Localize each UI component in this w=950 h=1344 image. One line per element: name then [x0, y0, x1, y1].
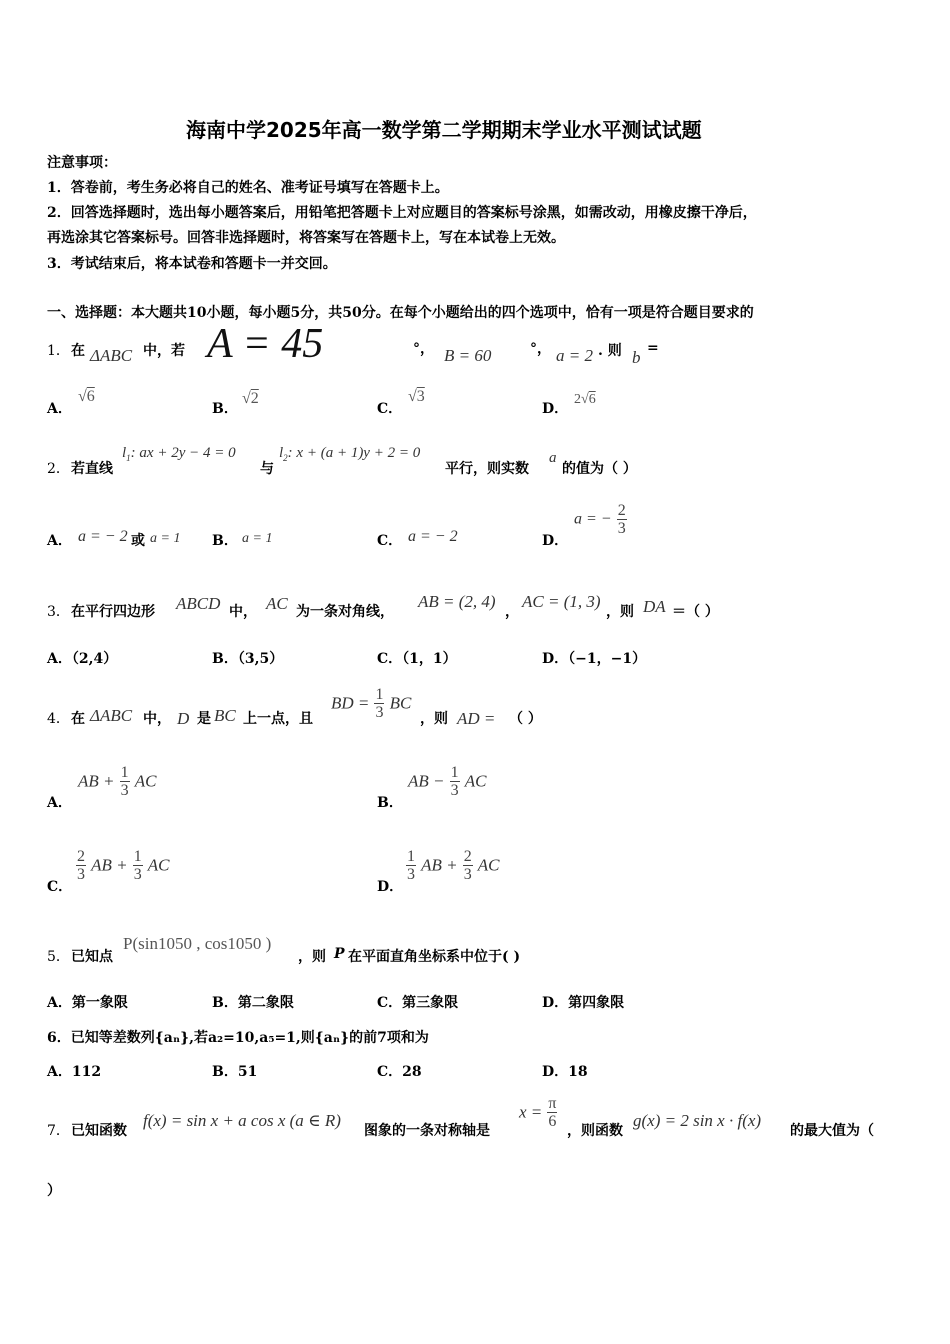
question-number: 7．: [47, 1123, 70, 1139]
notice-heading: 注意事项：: [47, 155, 117, 171]
question-text: =: [647, 340, 659, 356]
math-vector-ab: AB = (2, 4): [418, 592, 496, 611]
symbol: l: [122, 445, 127, 461]
option-b-value: a = 1: [242, 531, 273, 546]
numerator: 1: [375, 686, 384, 703]
notice-item: 3．考试结束后，将本试卷和答题卡一并交回。: [47, 256, 337, 272]
fraction: [133, 848, 143, 883]
fraction: [406, 848, 416, 883]
question-text: ，则函数: [567, 1123, 623, 1139]
math-function-f: f(x) = sin x + a cos x (a ∈ R): [143, 1111, 341, 1130]
option-label-b: B．: [377, 795, 403, 811]
notice-item: 1．答卷前，考生务必将自己的姓名、准考证号填写在答题卡上。: [47, 180, 449, 196]
numerator: 1: [450, 764, 459, 781]
question-number: 1．: [47, 343, 70, 359]
question-text: ）: [47, 1183, 61, 1199]
question-text: °，: [530, 341, 551, 357]
option-label-d: D．: [377, 879, 404, 895]
math-angle-a: A = 45: [207, 321, 324, 367]
fraction: [450, 764, 460, 799]
option-a-value: [78, 764, 156, 799]
option-c-value: a = − 2: [408, 528, 458, 545]
option-label-c: C．: [47, 879, 73, 895]
option-a: A．（2,4）: [47, 651, 118, 667]
fraction: [617, 502, 627, 537]
denominator: 6: [548, 1113, 557, 1130]
prefix: a = −: [574, 510, 612, 528]
question-text: 在平行四边形: [71, 604, 155, 620]
suffix: BC: [389, 693, 412, 713]
denominator: 3: [120, 782, 129, 799]
math-triangle: ΔABC: [90, 346, 133, 365]
math-vector-ac: AC = (1, 3): [522, 592, 601, 611]
notice-item: 再选涂其它答案标号。回答非选择题时，将答案写在答题卡上，写在本试卷上无效。: [47, 230, 565, 246]
question-text: 上一点，且: [243, 711, 313, 727]
question-text: 中，若: [143, 343, 185, 359]
option-label-b: B．: [212, 401, 238, 417]
denominator: 3: [77, 866, 85, 883]
middle: AB +: [91, 855, 128, 875]
denominator: 3: [617, 520, 626, 537]
middle: AB +: [421, 855, 458, 875]
denominator: 3: [133, 866, 142, 883]
option-label-d: D．: [542, 401, 569, 417]
option-b-value: [408, 764, 486, 799]
fraction: [547, 1095, 557, 1130]
question-text: 6．已知等差数列{aₙ},若a₂=10,a₅=1,则{aₙ}的前7项和为: [47, 1030, 429, 1046]
math-vector-ad: AD =: [457, 709, 496, 728]
question-text: 图象的一条对称轴是: [364, 1123, 490, 1139]
option-b: B．51: [212, 1064, 258, 1080]
question-text: ，则: [298, 949, 326, 965]
fraction: [120, 764, 130, 799]
numerator: 2: [463, 848, 472, 865]
question-text: 已知函数: [71, 1123, 127, 1139]
option-d: D．18: [542, 1064, 588, 1080]
option-label-a: A．: [47, 795, 72, 811]
question-text: 为一条对角线，: [296, 604, 394, 620]
radicand: 3: [416, 388, 425, 405]
math-line-l2: [279, 445, 420, 463]
math-segment: BC: [214, 706, 236, 725]
math-segment: AC: [266, 594, 288, 613]
option-b: B．第二象限: [212, 995, 294, 1011]
radicand: 6: [86, 388, 95, 405]
option-label-c: C．: [377, 533, 403, 549]
option-d-value: 2√6: [574, 392, 596, 407]
fraction: [463, 848, 473, 883]
numerator: 1: [120, 764, 129, 781]
math-parallelogram: ABCD: [176, 594, 221, 613]
question-text: 的值为（ ）: [562, 461, 637, 477]
math-vector-da: DA: [643, 597, 666, 616]
question-text: 在平面直角坐标系中位于( ): [348, 949, 521, 965]
page-title: 海南中学2025年高一数学第二学期期末学业水平测试试题: [186, 118, 702, 142]
option-label-b: B．: [212, 533, 238, 549]
question-text: 在: [71, 711, 85, 727]
question-text: 已知点: [71, 949, 113, 965]
symbol: l: [279, 445, 284, 461]
option-a-value: a = − 2: [78, 528, 128, 545]
subscript: 2: [283, 453, 288, 463]
coefficient: 2: [574, 392, 581, 407]
option-a-value: √6: [78, 388, 95, 405]
prefix: AB +: [78, 771, 115, 791]
question-text: °，: [413, 341, 434, 357]
option-label-a: A．: [47, 401, 72, 417]
prefix: BD =: [331, 693, 370, 713]
denominator: 3: [407, 866, 415, 883]
option-label-d: D．: [542, 533, 569, 549]
suffix: AC: [147, 855, 170, 875]
math-side-b: b: [632, 348, 641, 367]
question-number: 4．: [47, 711, 70, 727]
option-d: D．（−1，−1）: [542, 651, 647, 667]
math-triangle: ΔABC: [90, 706, 133, 725]
math-point: D: [177, 709, 190, 728]
question-number: 5．: [47, 949, 70, 965]
equation: : x + (a + 1)y + 2 = 0: [287, 445, 421, 461]
question-text: 或: [131, 533, 145, 549]
question-text: ＝（ ）: [672, 604, 719, 620]
radicand: 2: [250, 390, 259, 407]
fraction: [374, 686, 384, 721]
question-text: 是: [197, 711, 211, 727]
question-text: 平行，则实数: [445, 461, 529, 477]
question-text: 与: [260, 461, 274, 477]
numerator: 2: [617, 502, 626, 519]
question-text: ，则: [606, 604, 634, 620]
option-d-value: [574, 502, 627, 537]
question-text: 的最大值为（: [790, 1123, 874, 1139]
option-d: D．第四象限: [542, 995, 625, 1011]
option-c-value: [76, 848, 170, 883]
numerator: 1: [407, 848, 415, 865]
prefix: x =: [519, 1102, 543, 1122]
suffix: AC: [477, 855, 500, 875]
denominator: 3: [463, 866, 472, 883]
numerator: 2: [77, 848, 85, 865]
math-angle-b: B = 60: [444, 346, 492, 365]
option-label-c: C．: [377, 401, 403, 417]
math-side-a: a = 2: [556, 346, 593, 365]
math-point-p: P(sin1050 , cos1050 ): [123, 934, 272, 953]
option-b: B．（3,5）: [212, 651, 284, 667]
section-heading: 一、选择题：本大题共10小题，每小题5分，共50分。在每个小题给出的四个选项中，恰有一项是符合题目要求的: [47, 305, 754, 321]
math-var: a: [549, 450, 557, 466]
option-label-a: A．: [47, 533, 72, 549]
option-b-value: √2: [242, 390, 259, 407]
math-axis: [519, 1095, 557, 1130]
option-c: C．第三象限: [377, 995, 459, 1011]
option-a: A．第一象限: [47, 995, 128, 1011]
math-function-g: g(x) = 2 sin x · f(x): [633, 1111, 762, 1130]
question-text: 若直线: [71, 461, 113, 477]
question-text: （ ）: [509, 711, 542, 727]
denominator: 3: [375, 704, 384, 721]
option-d-value: [406, 848, 500, 883]
question-text: 在: [71, 343, 85, 359]
option-c-value: √3: [408, 388, 425, 405]
question-text: 中，: [143, 711, 171, 727]
math-line-l1: [122, 445, 236, 463]
math-point: P: [334, 946, 345, 962]
suffix: AC: [464, 771, 487, 791]
numerator: π: [548, 1095, 557, 1112]
prefix: AB −: [408, 771, 445, 791]
denominator: 3: [450, 782, 459, 799]
option-c: C．（1，1）: [377, 651, 457, 667]
fraction: [76, 848, 86, 883]
math-bd-ratio: [331, 686, 411, 721]
notice-item: 2．回答选择题时，选出每小题答案后，用铅笔把答题卡上对应题目的答案标号涂黑，如需改动，用橡皮擦干净后，: [47, 205, 757, 221]
option-a: A．112: [47, 1064, 102, 1080]
equation: : ax + 2y − 4 = 0: [130, 445, 236, 461]
question-text: . 则: [598, 343, 622, 359]
question-text: 中，: [229, 604, 257, 620]
question-text: ，则: [420, 711, 448, 727]
question-number: 3．: [47, 604, 70, 620]
question-number: 2．: [47, 461, 70, 477]
option-a-value-2: a = 1: [150, 531, 181, 546]
option-c: C．28: [377, 1064, 422, 1080]
question-text: ，: [505, 604, 519, 620]
subscript: 1: [126, 453, 131, 463]
suffix: AC: [134, 771, 157, 791]
numerator: 1: [133, 848, 142, 865]
radicand: 6: [588, 392, 596, 407]
